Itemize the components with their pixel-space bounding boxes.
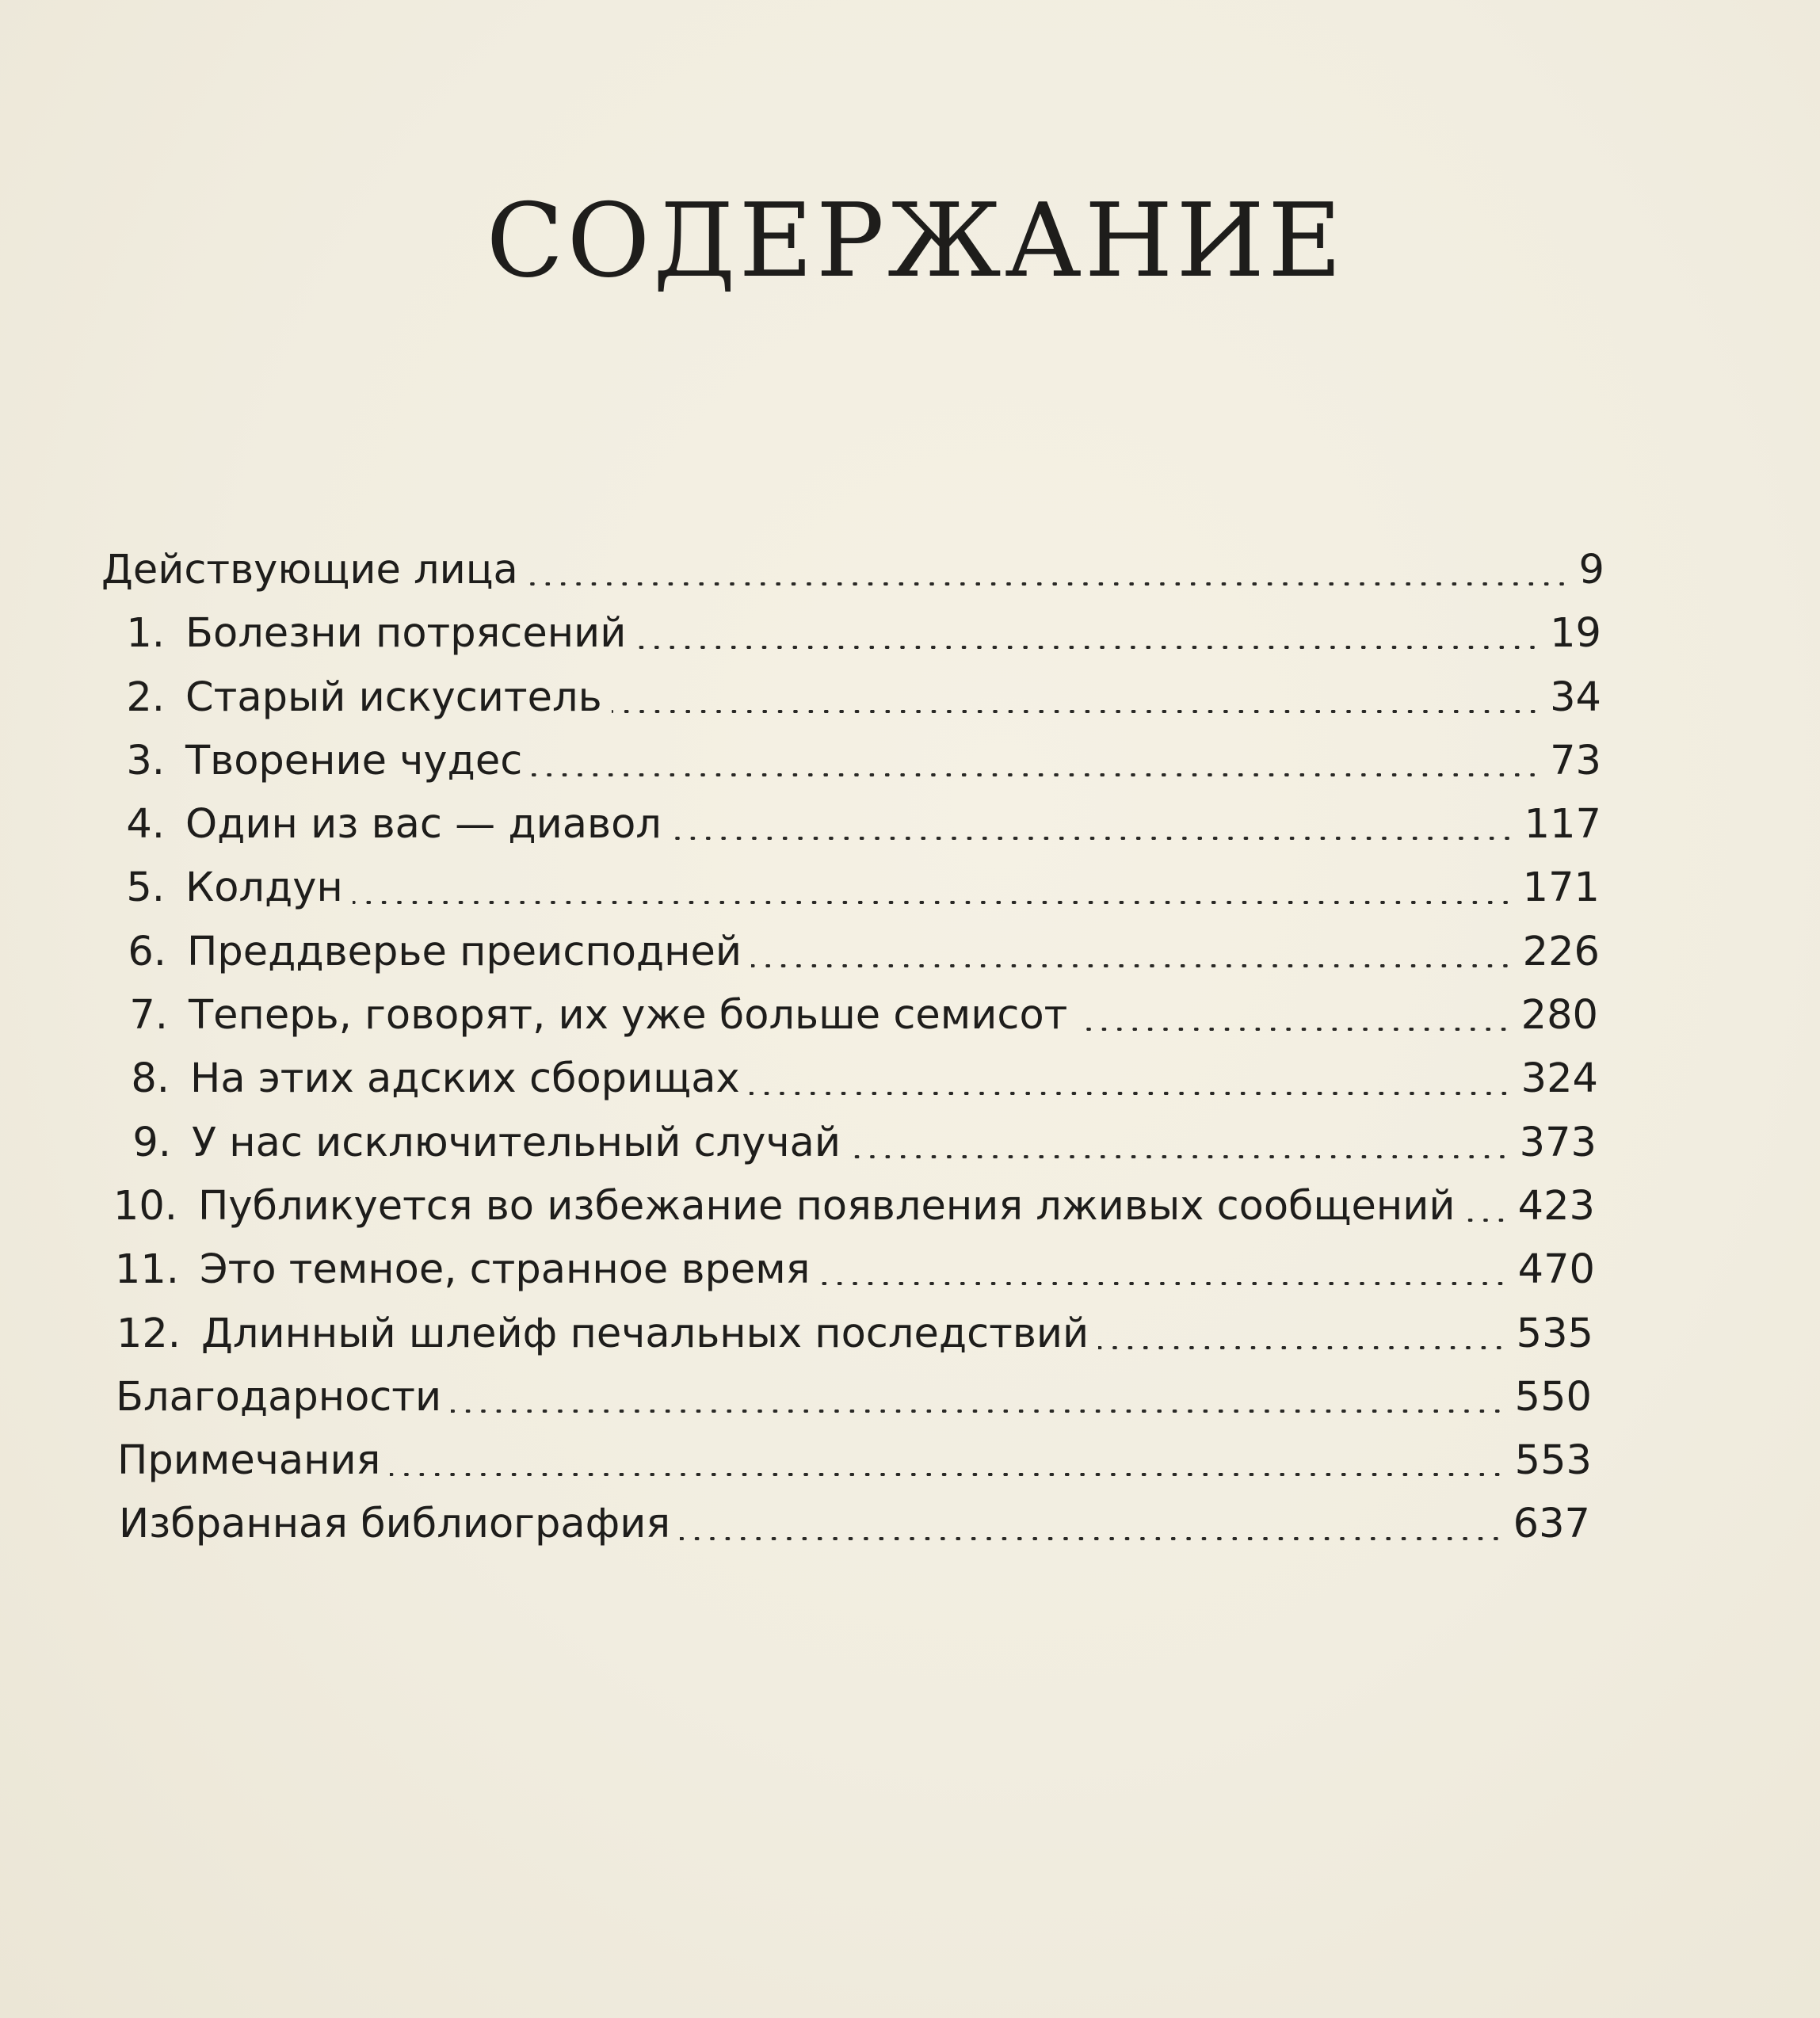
toc-entry-chapter-6: [101, 921, 1604, 984]
toc-entry-label: Болезни потрясений: [185, 610, 627, 658]
toc-entry-page: 19: [1550, 610, 1601, 658]
toc-entry-label: Действующие лица: [101, 547, 518, 593]
toc-entry-page: 535: [1516, 1310, 1593, 1357]
toc-entry-label: Один из вас — диавол: [185, 801, 662, 849]
toc-entry-label: На этих адских сборищах: [190, 1055, 740, 1103]
toc-entry-page: 9: [1578, 547, 1604, 593]
dot-leader: [451, 1410, 1505, 1413]
toc-chapter-number: 3.: [126, 737, 165, 784]
toc-entry-chapter-9: [101, 1112, 1604, 1175]
toc-entry-page: 550: [1514, 1373, 1592, 1421]
dot-leader: [1098, 1346, 1506, 1349]
toc-entry-label: Это темное, странное время: [200, 1246, 811, 1294]
dot-leader: [528, 582, 1570, 586]
toc-chapter-number: 10.: [113, 1182, 177, 1230]
toc-chapter-number: 6.: [128, 928, 166, 975]
dot-leader: [390, 1473, 1505, 1476]
toc-entry-chapter-10: [101, 1175, 1604, 1238]
toc-entry-label: Преддверье преисподней: [187, 928, 742, 975]
toc-chapter-number: 1.: [126, 610, 165, 658]
toc-entry-notes: [101, 1429, 1604, 1493]
dot-leader: [750, 1092, 1512, 1095]
toc-entry-page: 34: [1550, 673, 1601, 721]
dot-leader: [635, 646, 1540, 649]
toc-entry-label: Примечания: [117, 1437, 381, 1485]
table-of-contents: [101, 539, 1604, 1557]
toc-entry-chapter-8: [101, 1047, 1604, 1111]
toc-chapter-number: 9.: [132, 1119, 171, 1166]
toc-entry-chapter-11: [101, 1238, 1604, 1302]
dot-leader: [751, 964, 1513, 967]
dot-leader: [1077, 1028, 1511, 1031]
toc-entry-bibliography: [101, 1493, 1604, 1556]
toc-chapter-number: 11.: [114, 1246, 179, 1294]
toc-entry-page: 280: [1520, 992, 1598, 1040]
toc-chapter-number: 7.: [129, 992, 168, 1040]
toc-entry-page: 226: [1522, 928, 1600, 975]
toc-entry-characters: [101, 539, 1604, 602]
toc-entry-chapter-2: [101, 666, 1604, 730]
toc-entry-page: 171: [1522, 864, 1600, 912]
dot-leader: [612, 710, 1540, 713]
toc-entry-label: У нас исключительный случай: [192, 1119, 841, 1166]
toc-chapter-number: 2.: [126, 673, 165, 721]
toc-entry-chapter-7: [101, 984, 1604, 1047]
toc-entry-label: Избранная библиография: [119, 1501, 671, 1548]
toc-entry-chapter-5: [101, 856, 1604, 920]
page-title: СОДЕРЖАНИЕ: [486, 182, 1345, 300]
toc-entry-chapter-4: [101, 793, 1604, 856]
toc-chapter-number: 12.: [116, 1310, 181, 1357]
dot-leader: [532, 773, 1540, 776]
toc-entry-page: 637: [1513, 1501, 1590, 1548]
dot-leader: [671, 837, 1515, 840]
toc-entry-label: Длинный шлейф печальных последствий: [201, 1310, 1089, 1357]
toc-entry-page: 324: [1520, 1055, 1598, 1103]
toc-chapter-number: 5.: [126, 864, 165, 912]
toc-entry-page: 117: [1524, 801, 1601, 849]
toc-entry-label: Теперь, говорят, их уже больше семисот: [189, 992, 1068, 1040]
toc-entry-label: Творение чудес: [185, 737, 523, 784]
dot-leader: [819, 1282, 1508, 1285]
toc-entry-page: 73: [1550, 737, 1601, 784]
toc-entry-label: Старый искуситель: [185, 673, 602, 721]
toc-entry-label: Колдун: [185, 864, 343, 912]
dot-leader: [850, 1155, 1510, 1158]
toc-entry-page: 553: [1514, 1437, 1592, 1485]
dot-leader: [1465, 1219, 1509, 1222]
toc-entry-label: Благодарности: [116, 1373, 442, 1421]
toc-entry-chapter-12: [101, 1303, 1604, 1366]
toc-entry-page: 373: [1519, 1119, 1597, 1166]
toc-entry-page: 470: [1517, 1246, 1595, 1294]
dot-leader: [680, 1537, 1504, 1540]
toc-entry-label: Публикуется во избежание появления лживых сообщений: [198, 1182, 1456, 1230]
toc-entry-acknowledgements: [101, 1366, 1604, 1429]
toc-entry-page: 423: [1517, 1182, 1595, 1230]
dot-leader: [353, 901, 1513, 904]
toc-chapter-number: 8.: [131, 1055, 170, 1103]
toc-entry-chapter-1: [101, 602, 1604, 666]
toc-chapter-number: 4.: [126, 801, 165, 849]
toc-entry-chapter-3: [101, 730, 1604, 793]
